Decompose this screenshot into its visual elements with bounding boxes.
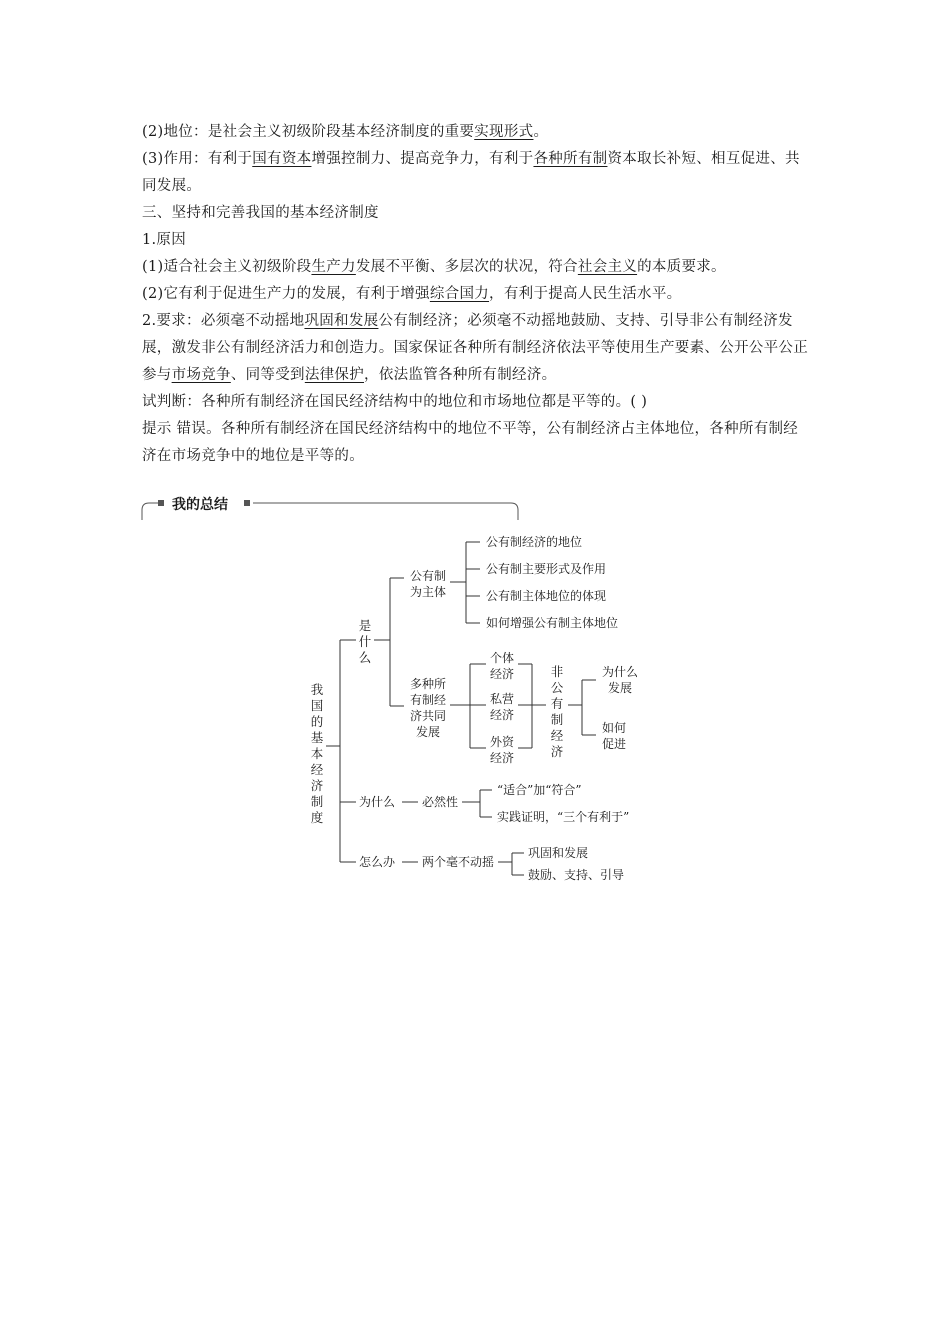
- mindmap-root: 我国的基本经济制度: [310, 682, 324, 825]
- text: 发展不平衡、多层次的状况，符合: [355, 259, 578, 275]
- non-public-item: 如何 促进: [601, 721, 626, 751]
- node-how: 怎么办: [359, 855, 396, 869]
- text: (1)适合社会主义初级阶段: [142, 259, 312, 275]
- underlined-term: 综合国力: [429, 286, 490, 302]
- why-item: “适合”加“符合”: [497, 783, 582, 797]
- underlined-term: 巩固和发展: [304, 313, 379, 329]
- text: ，有利于提高人民生活水平。: [489, 286, 682, 302]
- text: 、同等受到: [230, 367, 305, 383]
- judgement-question: 试判断：各种所有制经济在国民经济结构中的地位和市场地位都是平等的。( ): [142, 394, 648, 410]
- public-item: 公有制主体地位的体现: [486, 589, 607, 603]
- economy-type: 个体 经济: [489, 651, 514, 681]
- underlined-term: 社会主义: [577, 259, 638, 275]
- public-item: 公有制经济的地位: [486, 535, 583, 549]
- underlined-term: 生产力: [311, 259, 356, 275]
- why-item: 实践证明，“三个有利于”: [497, 810, 630, 824]
- text: 公有制经济；必须毫不动摇地鼓励、支持、引导非公有制经济发展，激发非公有制经济活力和创造力。国家保证各种所有制经济依法平等使用生产要素、公开公平公正参与: [142, 313, 808, 383]
- public-item: 如何增强公有制主体地位: [486, 616, 619, 630]
- economy-type: 外资 经济: [489, 735, 514, 765]
- section-heading: 三、坚持和完善我国的基本经济制度: [142, 205, 379, 221]
- text: 资本取长补短、相互促进、共同发展。: [142, 151, 800, 194]
- node-why: 为什么: [359, 795, 396, 809]
- subheading-reason: 1.原因: [142, 232, 187, 248]
- text: 的本质要求。: [637, 259, 726, 275]
- text: ，依法监管各种所有制经济。: [364, 367, 557, 383]
- text: 。: [533, 124, 549, 140]
- underlined-term: 国有资本: [252, 151, 312, 167]
- node-non-public: 非公有制经济: [550, 664, 564, 759]
- how-item: 鼓励、支持、引导: [528, 868, 625, 882]
- underlined-term: 市场竞争: [171, 367, 231, 383]
- non-public-item: 为什么 发展: [601, 665, 638, 695]
- node-public-dominant: 公有制 为主体: [409, 569, 446, 599]
- hint-answer: 提示 错误。各种所有制经济在国民经济结构中的地位不平等，公有制经济占主体地位，各种所有制经济在市场竞争中的地位是平等的。: [142, 421, 799, 464]
- node-multi-ownership: 多种所 有制经 济共同 发展: [409, 677, 446, 739]
- text: (2)地位：是社会主义初级阶段基本经济制度的重要: [142, 124, 475, 140]
- summary-title: 我的总结: [172, 497, 228, 513]
- underlined-term: 各种所有制: [533, 151, 608, 167]
- node-two-unwavering: 两个毫不动摇: [422, 855, 495, 869]
- text: 2.要求：必须毫不动摇地: [142, 313, 305, 329]
- how-item: 巩固和发展: [528, 846, 589, 860]
- text: (2)它有利于促进生产力的发展，有利于增强: [142, 286, 430, 302]
- node-necessity: 必然性: [422, 795, 459, 809]
- underlined-term: 法律保护: [304, 367, 365, 383]
- public-item: 公有制主要形式及作用: [486, 562, 607, 576]
- node-what: 是什么: [358, 618, 372, 665]
- underlined-term: 实现形式: [474, 124, 534, 140]
- text: 增强控制力、提高竞争力，有利于: [311, 151, 534, 167]
- economy-type: 私营 经济: [489, 692, 514, 722]
- text: (3)作用：有利于: [142, 151, 253, 167]
